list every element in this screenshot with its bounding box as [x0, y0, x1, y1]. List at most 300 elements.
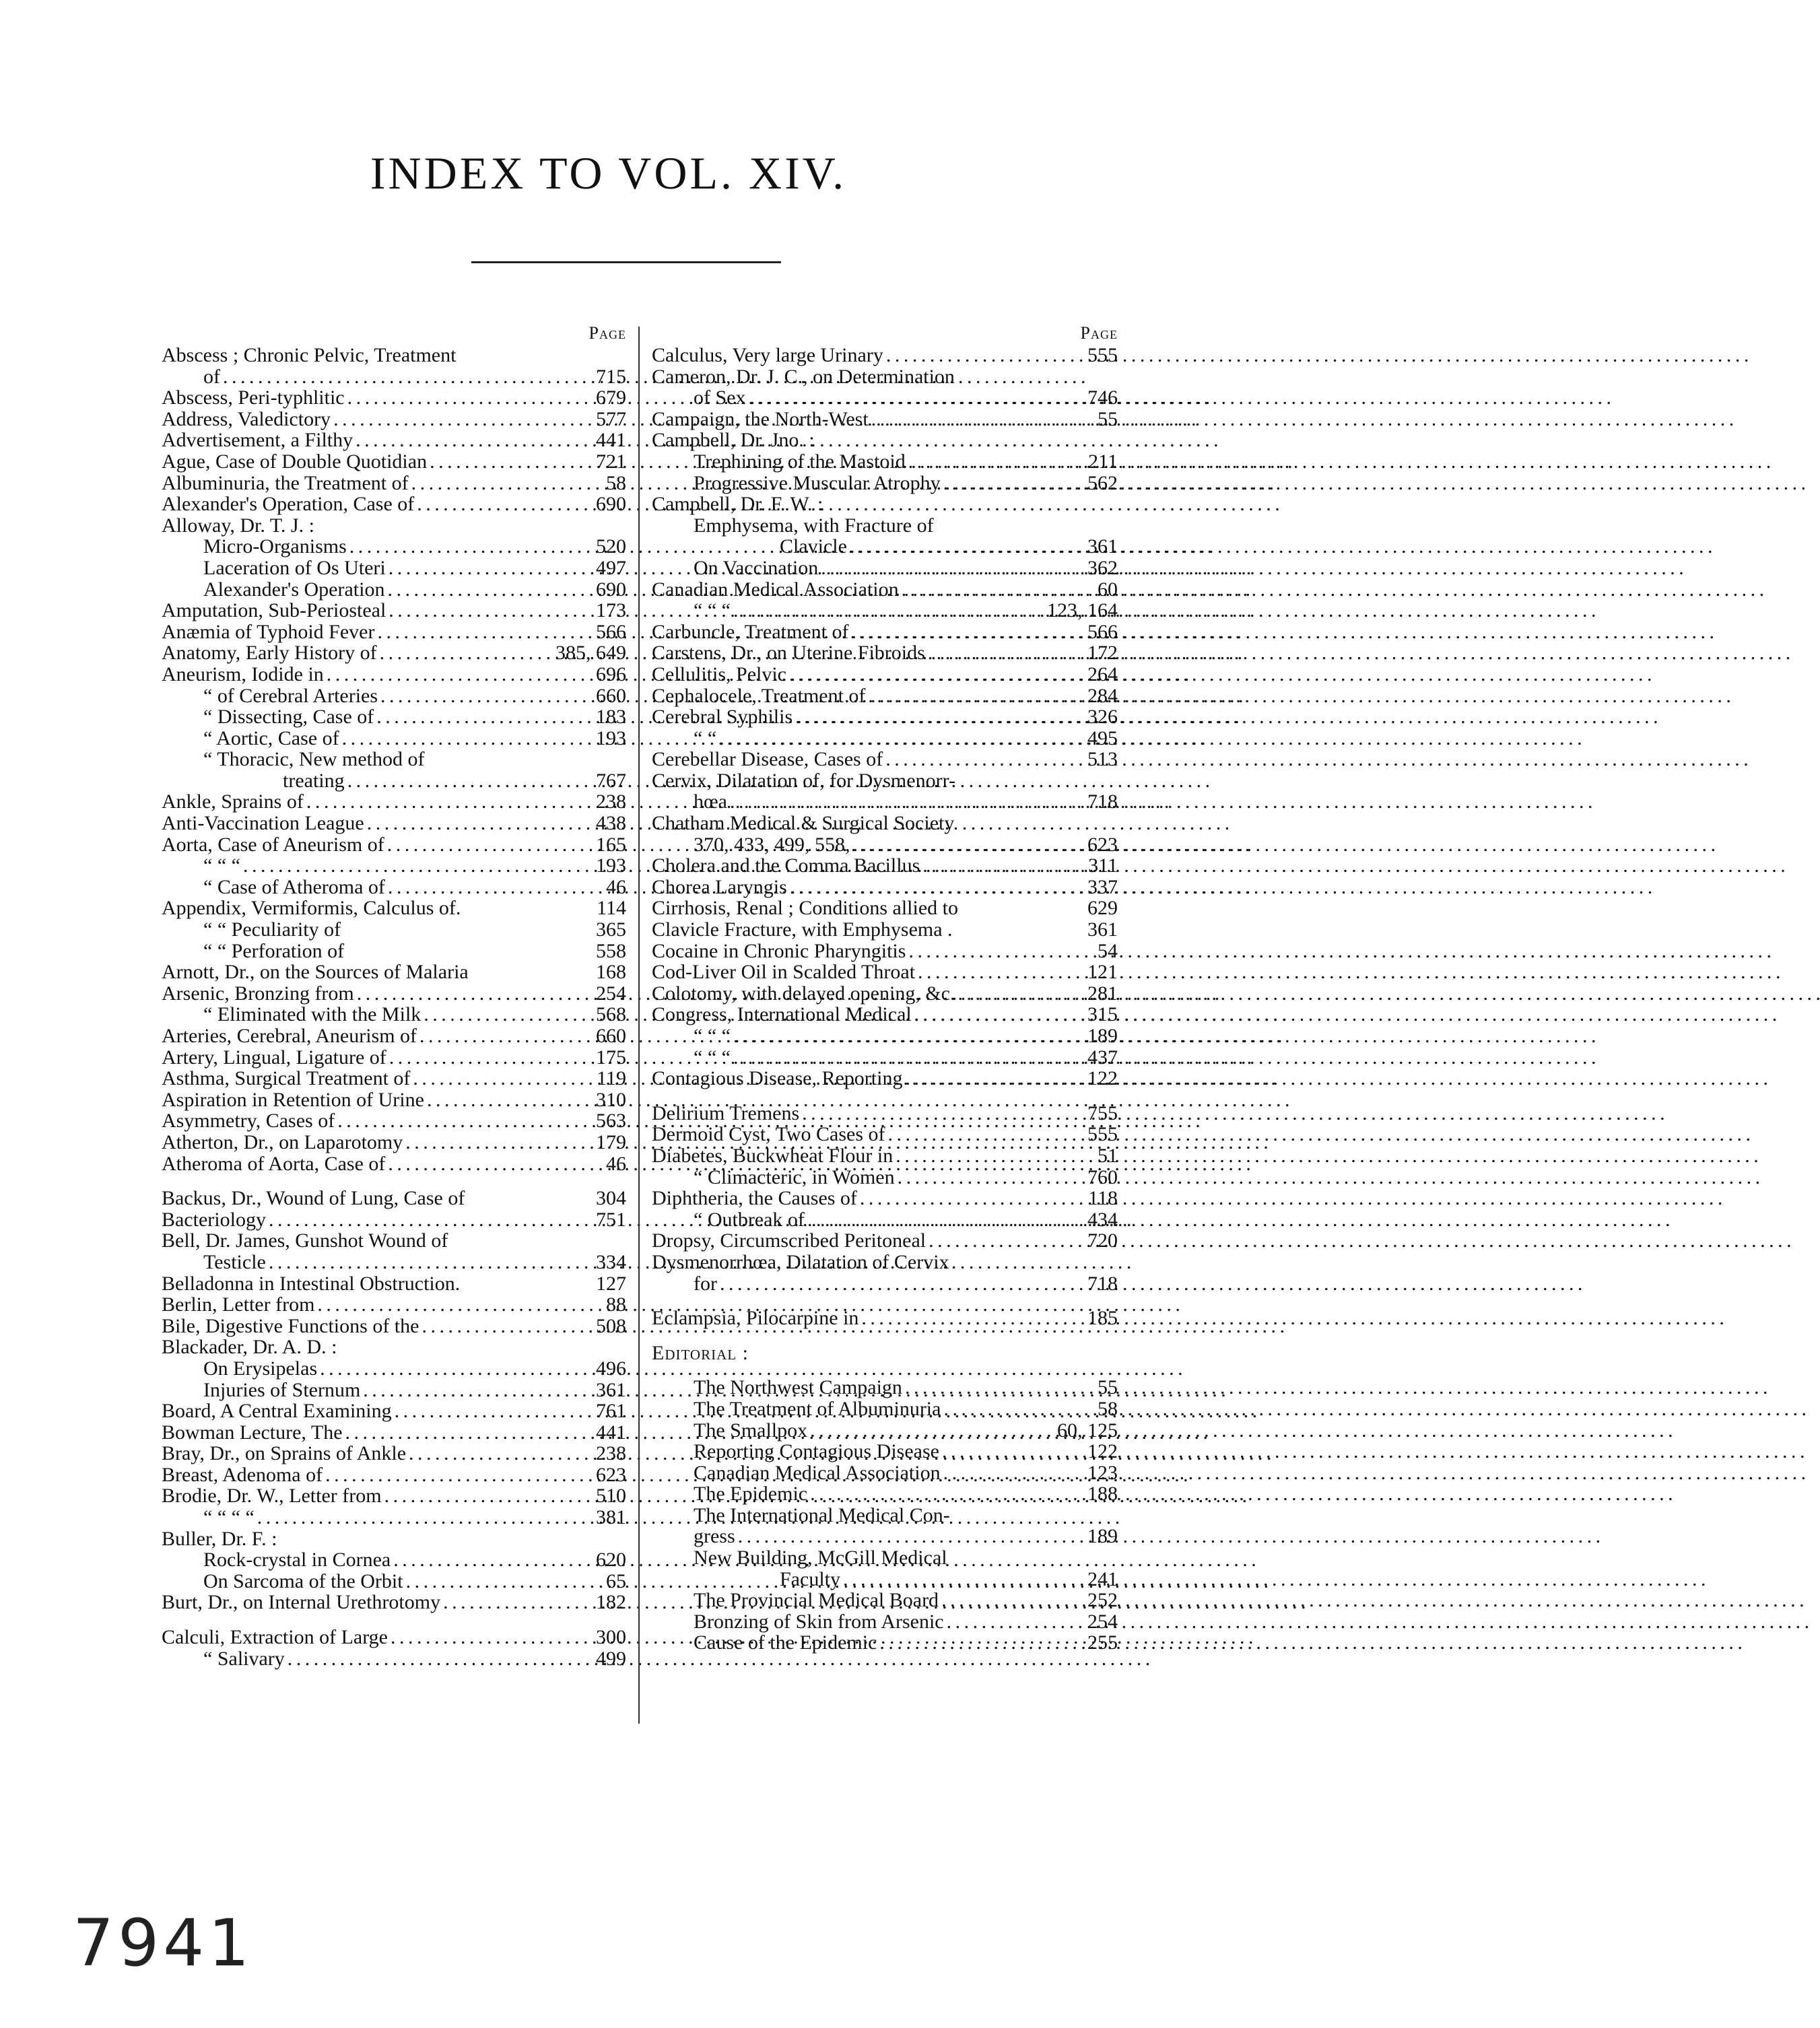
- entry-text: Cerebral Syphilis: [652, 706, 793, 729]
- index-entry: [162, 664, 626, 685]
- entry-page: 119: [597, 1067, 626, 1090]
- index-entry: [652, 1441, 1118, 1462]
- entry-text: Progressive Muscular Atrophy: [694, 471, 941, 494]
- leader-dots: [914, 1004, 1085, 1025]
- entry-page: 65: [606, 1569, 626, 1592]
- leader-dots: [795, 706, 1085, 728]
- index-entry: [652, 1124, 1118, 1145]
- entry-text: Backus, Dr., Wound of Lung, Case of: [162, 1187, 465, 1210]
- entry-page: 304: [596, 1187, 626, 1210]
- entry-page: 563: [596, 1110, 626, 1133]
- entry-text: “ Thoracic, New method of: [203, 748, 425, 771]
- entry-text: “ “ Perforation of: [203, 939, 345, 962]
- entry-text: Blackader, Dr. A. D. :: [162, 1336, 337, 1359]
- entry-page: 555: [1087, 1123, 1118, 1146]
- index-entry: [652, 1294, 1118, 1308]
- entry-page: 51: [1098, 1144, 1118, 1167]
- leader-dots: [733, 1047, 1085, 1069]
- entry-text: Cellulitis, Pelvic: [652, 663, 786, 685]
- index-entry: [652, 536, 1118, 557]
- index-entry: [652, 1377, 1118, 1398]
- entry-page: 46: [606, 875, 626, 898]
- entry-text: On Erysipelas: [203, 1357, 318, 1380]
- leader-dots: [257, 1507, 593, 1528]
- entry-text: “ “ “: [694, 599, 731, 622]
- index-entry: [162, 1571, 626, 1592]
- index-entry: [162, 387, 626, 409]
- index-entry: [652, 919, 1118, 941]
- column-divider: [638, 327, 640, 1724]
- entry-text: Breast, Adenoma of: [162, 1463, 323, 1486]
- leader-dots: [885, 749, 1085, 770]
- entry-text: The International Medical Con-: [694, 1503, 950, 1526]
- leader-dots: [243, 855, 593, 877]
- leader-dots: [807, 1209, 1085, 1231]
- leader-dots: [389, 1047, 593, 1069]
- entry-text: Ankle, Sprains of: [162, 790, 304, 813]
- leader-dots: [388, 1153, 603, 1175]
- leader-dots: [443, 1592, 593, 1613]
- index-entry: [652, 813, 1118, 834]
- index-entry: [652, 1308, 1118, 1329]
- entry-page: 623: [596, 1463, 626, 1486]
- entry-page: 175: [596, 1046, 626, 1069]
- entry-text: Chatham Medical & Surgical Society: [652, 812, 955, 835]
- entry-text: Cause of the Epidemic: [694, 1631, 877, 1654]
- leader-dots: [269, 1252, 593, 1273]
- index-entry: [162, 1380, 626, 1401]
- entry-text: 370, 433, 499, 558,: [694, 833, 850, 856]
- entry-text: Buller, Dr. F. :: [162, 1527, 277, 1550]
- entry-page: 193: [596, 726, 626, 749]
- index-entry: [162, 1294, 626, 1316]
- leader-dots: [424, 1004, 593, 1025]
- index-entry: [162, 1153, 626, 1175]
- entry-text: Board, A Central Examining: [162, 1400, 392, 1423]
- entry-text: Belladonna in Intestinal Obstruction.: [162, 1272, 461, 1295]
- leader-dots: [947, 1611, 1085, 1633]
- entry-page: 760: [1087, 1165, 1118, 1188]
- entry-page: 123: [1087, 1461, 1118, 1484]
- leader-dots: [850, 536, 1085, 557]
- entry-page: 127: [596, 1272, 626, 1295]
- entry-page: 60: [1098, 578, 1118, 601]
- leader-dots: [922, 855, 1085, 877]
- entry-text: “ Salivary: [203, 1647, 285, 1670]
- entry-page: 60, 125: [1057, 1419, 1118, 1442]
- leader-dots: [320, 1358, 593, 1380]
- page-column-header: Page: [1080, 323, 1118, 343]
- entry-text: Clavicle: [780, 535, 847, 558]
- index-entry: [162, 834, 626, 856]
- entry-page: 497: [596, 556, 626, 579]
- entry-page: 122: [1087, 1067, 1118, 1090]
- index-entry: [162, 1507, 626, 1528]
- leader-dots: [430, 451, 593, 473]
- entry-page: 361: [1087, 535, 1118, 558]
- index-entry: [652, 770, 1118, 792]
- entry-page: 55: [1098, 1376, 1118, 1399]
- leader-dots: [908, 941, 1095, 962]
- leader-dots: [342, 728, 593, 749]
- index-entry: [652, 664, 1118, 685]
- entry-page: 690: [596, 578, 626, 601]
- entry-text: Bell, Dr. James, Gunshot Wound of: [162, 1229, 448, 1252]
- entry-page: 499: [596, 1647, 626, 1670]
- index-entry: [162, 1422, 626, 1444]
- entry-page: 381: [596, 1506, 626, 1529]
- index-entry: [162, 898, 626, 919]
- entry-text: “ “ “ “: [203, 1506, 255, 1529]
- entry-text: Faculty: [780, 1567, 840, 1590]
- entry-text: Calculus, Very large Urinary: [652, 344, 883, 366]
- entry-text: Testicle: [203, 1250, 266, 1273]
- index-entry: [652, 1590, 1118, 1611]
- index-entry: [652, 749, 1118, 770]
- leader-dots: [851, 621, 1085, 643]
- leader-dots: [738, 1526, 1085, 1547]
- leader-dots: [871, 409, 1095, 430]
- index-entry: [652, 1068, 1118, 1089]
- entry-page: 562: [1087, 471, 1118, 494]
- leader-dots: [902, 579, 1095, 601]
- leader-dots: [905, 1068, 1085, 1089]
- index-entry: [652, 1145, 1118, 1167]
- leader-dots: [357, 983, 593, 1005]
- entry-text: for: [694, 1272, 717, 1295]
- leader-dots: [868, 685, 1085, 707]
- entry-text: Diabetes, Buckwheat Flour in: [652, 1144, 894, 1167]
- leader-dots: [733, 600, 1044, 621]
- index-entry: [652, 1329, 1118, 1343]
- leader-dots: [888, 1124, 1085, 1145]
- leader-dots: [879, 1632, 1085, 1654]
- entry-page: 690: [596, 493, 626, 516]
- page-title: INDEX TO VOL. XIV.: [370, 147, 847, 199]
- entry-text: Emphysema, with Fracture of: [694, 514, 934, 537]
- index-entry: [162, 855, 626, 877]
- index-entry: [162, 557, 626, 579]
- entry-text: Brodie, Dr. W., Letter from: [162, 1485, 382, 1508]
- entry-text: Abscess, Peri-typhlitic: [162, 386, 345, 409]
- leader-dots: [853, 834, 1085, 856]
- entry-page: 508: [596, 1314, 626, 1337]
- leader-dots: [393, 1549, 593, 1571]
- entry-text: Arnott, Dr., on the Sources of Malaria: [162, 961, 469, 984]
- entry-page: 755: [1087, 1102, 1118, 1124]
- entry-page: 558: [596, 939, 626, 962]
- entry-page: 255: [1087, 1631, 1118, 1654]
- handwritten-number: 7941: [73, 1905, 254, 1981]
- entry-text: Cocaine in Chronic Pharyngitis: [652, 939, 906, 962]
- leader-dots: [347, 387, 593, 409]
- index-entry: [652, 1252, 1118, 1273]
- index-entry: [162, 409, 626, 430]
- leader-dots: [943, 1462, 1085, 1484]
- entry-page: 721: [596, 450, 626, 473]
- index-entry: [652, 791, 1118, 813]
- index-entry: [162, 1089, 626, 1111]
- leader-dots: [409, 1443, 593, 1464]
- leader-dots: [317, 1294, 603, 1316]
- entry-text: “ Dissecting, Case of: [203, 706, 374, 729]
- entry-text: Canadian Medical Association: [652, 578, 899, 601]
- entry-page: 715: [596, 365, 626, 388]
- index-entry: [652, 473, 1118, 494]
- index-entry: [162, 1485, 626, 1507]
- entry-text: Aorta, Case of Aneurism of: [162, 833, 384, 856]
- entry-text: Alexander's Operation: [203, 578, 385, 601]
- entry-text: Canadian Medical Association: [694, 1461, 941, 1484]
- leader-dots: [288, 1648, 593, 1670]
- entry-page: 441: [596, 1421, 626, 1444]
- leader-dots: [918, 961, 1085, 983]
- entry-page: 114: [597, 897, 626, 920]
- entry-page: 189: [1087, 1025, 1118, 1047]
- entry-text: “ “ “: [694, 1046, 731, 1069]
- entry-page: 510: [596, 1485, 626, 1508]
- entry-page: 746: [1087, 386, 1118, 409]
- index-entry: [162, 919, 626, 941]
- entry-page: 434: [1087, 1208, 1118, 1231]
- entry-text: Trephining of the Mastoid: [694, 450, 906, 473]
- index-entry: [162, 451, 626, 473]
- leader-dots: [377, 621, 593, 643]
- entry-text: “ Case of Atheroma of: [203, 875, 385, 898]
- entry-page: 718: [1087, 1272, 1118, 1295]
- entry-text: “ Climacteric, in Women: [694, 1165, 895, 1188]
- index-entry: [162, 1068, 626, 1089]
- entry-text: Dropsy, Circumscribed Peritoneal: [652, 1229, 926, 1252]
- leader-dots: [367, 813, 593, 834]
- entry-text: Berlin, Letter from: [162, 1293, 315, 1316]
- index-entry: [162, 1627, 626, 1648]
- entry-text: Bray, Dr., on Sprains of Ankle: [162, 1442, 407, 1465]
- index-entry: [162, 1528, 626, 1550]
- entry-page: 679: [596, 386, 626, 409]
- leader-dots: [388, 877, 603, 898]
- entry-text: Eclampsia, Pilocarpine in: [652, 1307, 859, 1330]
- index-entry: [162, 494, 626, 515]
- entry-page: 182: [596, 1591, 626, 1614]
- entry-page: 254: [1087, 1610, 1118, 1633]
- index-entry: [652, 1398, 1118, 1420]
- entry-text: Address, Valedictory: [162, 407, 331, 430]
- index-entry: [162, 770, 626, 792]
- index-entry: [162, 706, 626, 728]
- index-column-left: [162, 322, 626, 1669]
- index-entry: [652, 1611, 1118, 1633]
- entry-text: Congress, International Medical: [652, 1003, 912, 1026]
- entry-page: 623: [1087, 833, 1118, 856]
- entry-text: hœa: [694, 790, 727, 813]
- index-entry: [652, 1632, 1118, 1654]
- entry-text: Bile, Digestive Functions of the: [162, 1314, 419, 1337]
- index-entry: [652, 387, 1118, 409]
- entry-text: Alloway, Dr. T. J. :: [162, 514, 314, 537]
- index-entry: [652, 515, 1118, 537]
- entry-page: 720: [1087, 1229, 1118, 1252]
- entry-text: Contagious Disease, Reporting: [652, 1067, 903, 1090]
- entry-text: Cirrhosis, Renal ; Conditions allied to: [652, 897, 958, 920]
- leader-dots: [720, 1273, 1085, 1295]
- entry-text: Clavicle Fracture, with Emphysema .: [652, 918, 953, 941]
- index-entry: [162, 579, 626, 601]
- index-entry: [162, 1648, 626, 1670]
- index-entry: [162, 685, 626, 707]
- index-entry: [162, 1209, 626, 1231]
- index-entry: [162, 621, 626, 643]
- leader-dots: [821, 557, 1085, 579]
- entry-text: Campbell, Dr. F. W. :: [652, 493, 823, 516]
- title-rule: [471, 261, 781, 263]
- entry-text: Burt, Dr., on Internal Urethrotomy: [162, 1591, 441, 1614]
- index-entry: [162, 1047, 626, 1069]
- index-entry: [162, 600, 626, 621]
- entry-page: 566: [596, 620, 626, 643]
- entry-text: Cameron, Dr. J. C., on Determination: [652, 365, 955, 388]
- index-entry: [652, 728, 1118, 749]
- page-column-header: Page: [588, 323, 626, 343]
- entry-text: Colotomy, with delayed opening, &c.: [652, 982, 955, 1005]
- leader-dots: [327, 664, 593, 685]
- entry-text: of Sex: [694, 386, 746, 409]
- entry-text: Campbell, Dr. Jno. :: [652, 429, 815, 452]
- leader-dots: [376, 706, 593, 728]
- index-entry: [652, 685, 1118, 707]
- entry-text: “ “ Peculiarity of: [203, 918, 341, 941]
- entry-page: 696: [596, 663, 626, 685]
- entry-text: Bowman Lecture, The: [162, 1421, 343, 1444]
- entry-text: Carstens, Dr., on Uterine Fibroids: [652, 642, 925, 665]
- entry-text: Cephalocele, Treatment of: [652, 684, 866, 707]
- leader-dots: [395, 1400, 593, 1422]
- entry-text: On Vaccination: [694, 556, 819, 579]
- leader-dots: [269, 1209, 593, 1231]
- leader-dots: [886, 345, 1085, 366]
- index-entry: [652, 1089, 1118, 1103]
- entry-text: Micro-Organisms: [203, 535, 347, 558]
- leader-dots: [384, 1485, 593, 1507]
- leader-dots: [333, 409, 593, 430]
- leader-dots: [789, 664, 1085, 685]
- index-entry: [652, 706, 1118, 728]
- entry-text: Dysmenorrhœa, Dilatation of Cervix: [652, 1250, 949, 1273]
- index-entry: [162, 1443, 626, 1464]
- entry-text: Bacteriology: [162, 1208, 266, 1231]
- entry-text: “ “: [694, 726, 717, 749]
- index-entry: [162, 1464, 626, 1486]
- entry-page: 660: [596, 1025, 626, 1047]
- entry-text: Bronzing of Skin from Arsenic: [694, 1610, 944, 1633]
- leader-dots: [942, 1441, 1085, 1462]
- entry-page: 211: [1088, 450, 1118, 473]
- entry-text: Artery, Lingual, Ligature of: [162, 1046, 386, 1069]
- leader-dots: [406, 1571, 603, 1592]
- index-entry: [162, 1316, 626, 1337]
- entry-text: Appendix, Vermiformis, Calculus of.: [162, 897, 461, 920]
- index-entry: [162, 430, 626, 451]
- index-entry: [652, 961, 1118, 983]
- entry-text: Delirium Tremens: [652, 1102, 800, 1124]
- entry-page: 437: [1087, 1046, 1118, 1069]
- entry-text: “ Outbreak of: [694, 1208, 805, 1231]
- leader-dots: [363, 1380, 593, 1401]
- index-entry: [652, 1569, 1118, 1590]
- index-entry: [652, 1230, 1118, 1252]
- index-entry: [162, 941, 626, 962]
- entry-page: 193: [596, 854, 626, 877]
- entry-page: 513: [1087, 748, 1118, 771]
- entry-page: 495: [1087, 726, 1118, 749]
- leader-dots: [387, 834, 593, 856]
- index-entries-right: [652, 345, 1118, 1654]
- index-entry: [652, 621, 1118, 643]
- index-entry: [162, 1025, 626, 1047]
- leader-dots: [929, 1230, 1085, 1252]
- entry-page: 252: [1087, 1589, 1118, 1612]
- index-entry: [162, 1613, 626, 1627]
- entry-text: Arsenic, Bronzing from: [162, 982, 354, 1005]
- leader-dots: [417, 494, 593, 515]
- index-entry: [162, 1132, 626, 1153]
- index-entry: [652, 1420, 1118, 1442]
- entry-text: Abscess ; Chronic Pelvic, Treatment: [162, 344, 457, 366]
- leader-dots: [422, 1316, 593, 1337]
- index-entry: [162, 1230, 626, 1252]
- entry-page: 284: [1087, 684, 1118, 707]
- entry-page: 568: [596, 1003, 626, 1026]
- entry-text: Carbuncle, Treatment of: [652, 620, 849, 643]
- entry-page: 264: [1087, 663, 1118, 685]
- entry-page: 165: [596, 833, 626, 856]
- entry-text: Alexander's Operation, Case of: [162, 493, 415, 516]
- entry-text: Albuminuria, the Treatment of: [162, 471, 409, 494]
- entry-page: 172: [1087, 642, 1118, 665]
- index-entries-left: [162, 345, 626, 1669]
- entry-page: 254: [596, 982, 626, 1005]
- leader-dots: [730, 791, 1085, 813]
- entry-text: Anti-Vaccination League: [162, 812, 364, 835]
- entry-page: 118: [1088, 1187, 1118, 1210]
- index-entry: [162, 345, 626, 366]
- entry-text: Ague, Case of Double Quotidian: [162, 450, 428, 473]
- entry-page: 46: [606, 1152, 626, 1175]
- index-entry: [652, 1483, 1118, 1505]
- entry-page: 441: [596, 429, 626, 452]
- entry-text: “ Eliminated with the Milk: [203, 1003, 422, 1026]
- entry-page: 238: [596, 790, 626, 813]
- index-entry: [652, 409, 1118, 430]
- entry-page: 365: [596, 918, 626, 941]
- entry-text: “ Aortic, Case of: [203, 726, 339, 749]
- entry-text: The Smallpox: [694, 1419, 808, 1442]
- entry-page: 173: [596, 599, 626, 622]
- index-entry: [652, 494, 1118, 515]
- entry-page: 385, 649: [555, 642, 626, 665]
- entry-page: 88: [606, 1293, 626, 1316]
- leader-dots: [389, 557, 593, 579]
- index-entry: [162, 515, 626, 537]
- index-entry: [162, 1549, 626, 1571]
- entry-page: 311: [1088, 854, 1118, 877]
- index-entry: [652, 877, 1118, 898]
- index-entry: [652, 1273, 1118, 1295]
- index-entry: [162, 642, 626, 664]
- leader-dots: [905, 1377, 1095, 1398]
- entry-page: 121: [1087, 961, 1118, 984]
- entry-page: 300: [596, 1626, 626, 1649]
